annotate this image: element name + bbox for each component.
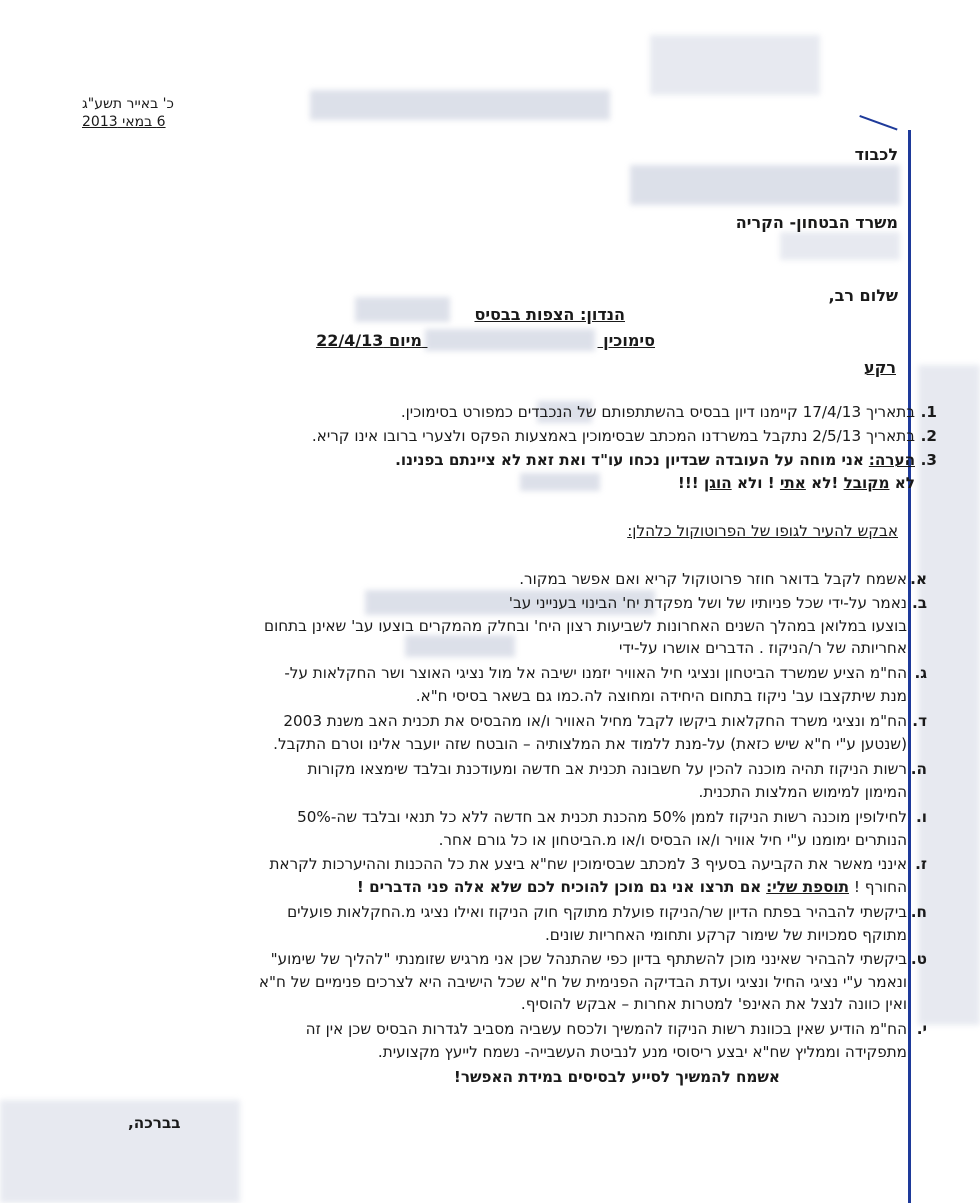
item-letter: י. [916,1020,927,1038]
emphasis-text: לא [894,474,915,492]
item-line: ואין כוונה לנצל את האינפ' למטרות אחרות – אבקש להוסיף. [520,995,907,1013]
border-line-top [859,115,897,131]
closing-line: אשמח להמשיך לסייע לבסיסים במידת האפשר! [453,1068,780,1086]
item-line: ונאמר ע"י נציגי החיל ונציגי ועדת הבדיקה הפנימית של ח"א שכל הישיבה היא לצרכים פנימיים של ח"א [258,972,907,991]
item-line-2 [70,876,907,899]
request-heading: אבקש להעיר לגופו של הפרוטוקול כלהלן: [627,522,898,540]
background-item-1 [96,401,937,424]
subject-from-label: מיום [389,331,422,350]
addition-label: תוספת שלי: [766,877,849,896]
list-item [70,853,927,898]
item-line: הנותרים ימומנו ע"י חיל אוויר ו/או הבסיס ו/או מ.הביטחון או כל גורם אחר. [438,830,907,849]
item-letter: ה. [910,760,927,778]
recipient-office: משרד הבטחון- הקריה [735,213,898,232]
subject-line-2 [315,331,655,350]
subject-ref-label: סימוכין [603,331,655,350]
item-line: אחריותה של ר/הניקוז . הדברים אושרו על-ידי [618,639,907,657]
item-line: אינני מאשר את הקביעה בסעיף 3 למכתב שבסימוכין שח"א ביצע את כל ההכנות וההיערכות לקראת [269,855,907,873]
redacted-block [650,35,820,95]
list-item [70,710,927,755]
item-line: מתוקף סמכויות של שימור קרקע ותחומי האחריות שונים. [544,925,907,944]
item-line: בוצעו במלואן במהלך השנים האחרונות לשביעות רצון היח' ובחלק מהמקרים בוצעו עב' שאינן בתחום [264,616,907,635]
redacted-block [630,165,900,205]
item-letter: ד. [912,712,927,730]
list-item [70,806,927,851]
addition-text: אם תרצו אני גם מוכן להוכיח לכם שלא אלה פני הדברים ! [356,877,762,896]
item-number: 3. [920,451,937,469]
item-letter: ז. [915,855,927,873]
item-text: החורף ! [853,877,907,896]
redacted-block [780,232,900,260]
item-text: בתאריך 2/5/13 נתקבל במשרדנו המכתב שבסימוכין באמצעות הפקס ולצערי ברובו אינו קריא. [311,427,915,445]
background-item-2 [96,425,937,448]
subject-line-1: הנדון: הצפות בבסיס [474,305,625,324]
item-number: 2. [920,427,937,445]
item-line: הח"מ ונציגי משרד החקלאות ביקשו לקבל מחיל האוויר ו/או מהבסיס את תכנית האב משנת 2003 [283,712,907,730]
emphasis-text: !!! [677,474,699,492]
redacted-block [310,90,610,120]
list-item [70,662,927,707]
emphasis-text: ! ולא [736,474,775,492]
item-line: רשות הניקוז תהיה מוכנה להכין על חשבונה תכנית אב חדשה ומעודכנת ובלבד שימצאו מקורות [307,760,907,778]
item-line: הח"מ הודיע שאין בכוונת רשות הניקוז להמשיך ולכסח עשביה מסביב לגדרות הבסיס שכן אין זה [305,1020,907,1038]
emphasis-text: הוגן [704,474,732,492]
item-letter: ב. [911,594,927,612]
note-text: אני מוחה על העובדה שבדיון נכחו עו"ד ואת זאת לא ציינתם בפנינו. [395,451,864,469]
item-line: לחילופין מוכנה רשות הניקוז לממן 50% מהכנת תכנית אב חדשה ללא כל תנאי ובלבד שה-50% [297,808,907,826]
emphasis-text: מקובל [843,474,890,492]
item-line: המימון למימוש המלצות התכנית. [698,782,907,801]
subject-date: 22/4/13 [316,331,384,350]
background-item-3 [96,449,937,472]
item-letter: ט. [910,950,927,968]
item-letter: ח. [910,903,927,921]
item-number: 1. [920,403,937,421]
redacted-block [0,1100,240,1203]
item-line: נאמר על-ידי שכל פניותיו של ושל מפקדת יח' הבינוי בענייני עב' [508,594,907,612]
date-block [82,95,174,131]
signoff: בברכה, [128,1114,181,1132]
item-line: ביקשתי להבהיר שאינני מוכן להשתתף בדיון כפי שהתנהל שכן אני מרגיש שזומנתי "להליך של שימוע" [270,950,907,968]
item-line: ביקשתי להבהיר בפתח הדיון שר/הניקוז פועלת מתוקף חוק הניקוז ואילו נציגי מ.החקלאות פועלים [287,903,907,921]
note-label: הערה: [868,451,915,469]
background-heading: רקע [863,358,896,377]
list-item [70,901,927,946]
item-text: בתאריך 17/4/13 קיימנו דיון בבסיס בהשתתפותם של הנכבדים כמפורט בסימוכין. [400,403,915,421]
item-line: מתפקידה וממליץ שח"א יבצע ריסוסי מנע לנביטת העשבייה- נשמח לייעץ מקצועית. [377,1042,907,1061]
hebrew-date: כ' באייר תשע"ג [82,96,174,112]
list-item [70,592,927,660]
item-letter: ג. [914,664,927,682]
list-item [70,568,927,591]
emphasis-text: !לא [811,474,839,492]
item-line: אשמח לקבל בדואר חוזר פרוטוקול קריא ואם אפשר במקור. [519,570,907,588]
item-letter: ו. [916,808,927,826]
item-line: הח"מ הציע שמשרד הביטחון ונציגי חיל האוויר יזמנו ישיבה אל מול נציגי האוצר ושר החקלאות על- [284,664,907,682]
list-item [70,948,927,1016]
emphasis-text: אתי [779,474,806,492]
recipient-to: לכבוד [854,145,898,164]
gregorian-date: 6 במאי 2013 [82,114,166,130]
list-item [70,1018,927,1063]
background-item-3-line-2 [96,472,915,495]
item-letter: א. [910,570,927,588]
redacted-block [355,297,450,322]
list-item [70,758,927,803]
item-line: מנת שיתקצבו עב' ניקוז בתחום היחידה ומחוצה לה.כמו גם בשאר בסיסי ח"א. [415,686,907,705]
item-line: (שנטען ע"י ח"א שיש כזאת) על-מנת ללמוד את המלצותיה – הובטח שזה יועבר אלינו וטרם התקבל. [273,734,907,753]
greeting: שלום רב, [828,286,898,305]
border-line [908,130,911,1203]
